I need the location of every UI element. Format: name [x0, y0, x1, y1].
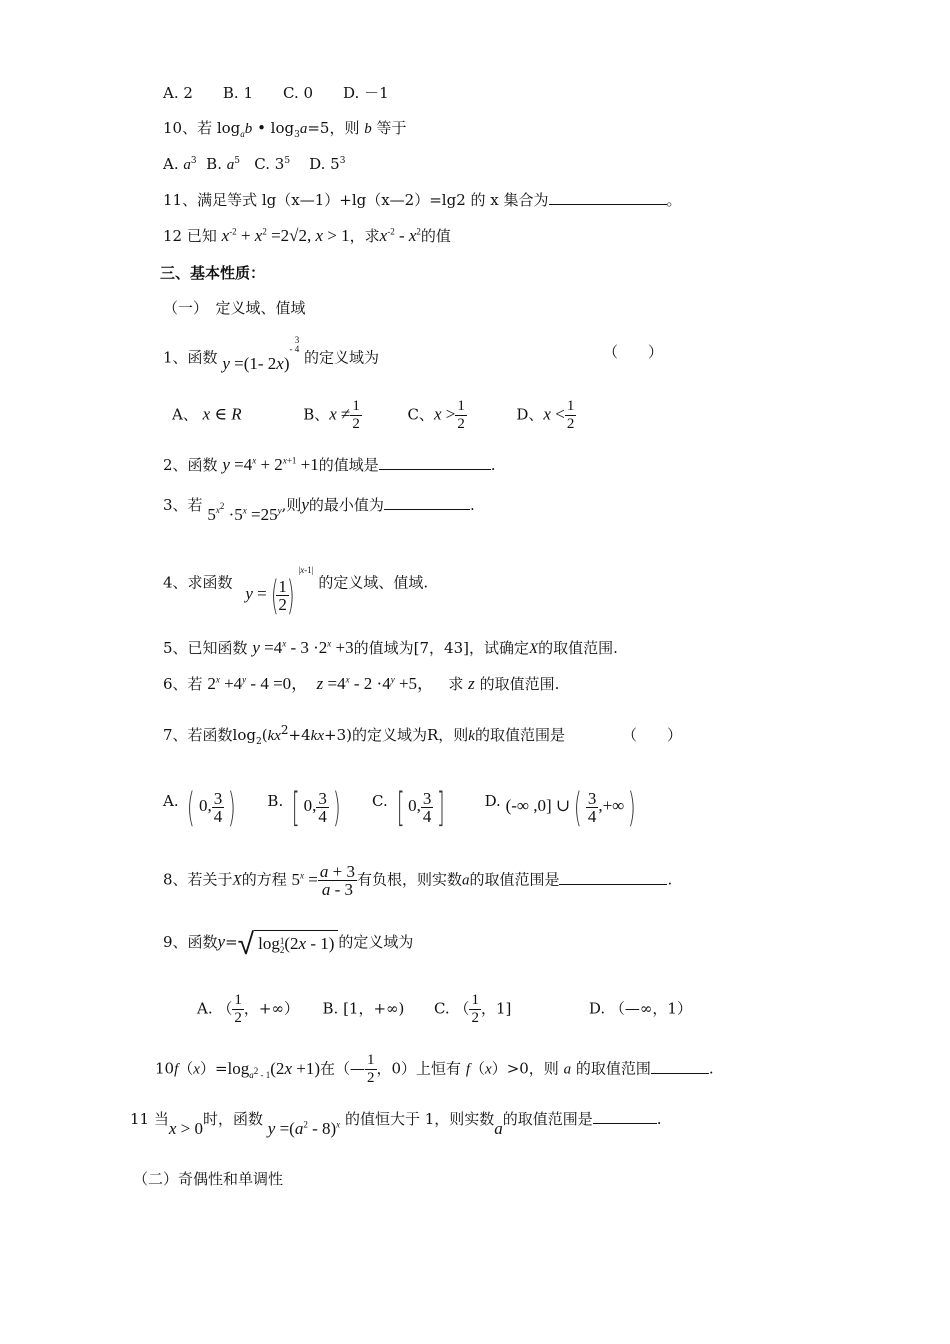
question-10: 10、若 $\log_ab$ • $\log_3a=5$，则 b 等于	[163, 119, 407, 140]
problem-11: 11 当x > 0时，函数 $y =(a^2 - 8)^x$ 的值恒大于 1，则实数a的取值范围是 .	[130, 1110, 662, 1138]
problem-6: 6、若 $2^x +4^y - 4 =0$， $z =4^x - 2 \cdot 4^y +5$， 求 z 的取值范围.	[163, 674, 560, 693]
problem-7: 7、若函数$\log_2(kx^2+4kx+3)$的定义域为R，则k的取值范围是	[163, 723, 565, 747]
question-10-options: A. $a^3$ B. $a^5$ C. $3^5$ D. $5^3$	[163, 155, 346, 173]
answer-paren: （ ）	[603, 343, 664, 361]
subsection-parity-monotonicity: （二）奇偶性和单调性	[133, 1170, 284, 1188]
problem-8: 8、若关于X的方程 $5^x$ = $\frac{a + 3}{a - 3}$ 有负根，则实数a的取值范围是 .	[163, 862, 673, 899]
question-12: 12 已知 $x^{-2} + x^2 =2√2$, x > 1，求$x^{-2} - x^2$的值	[163, 226, 451, 245]
problem-5: 5、已知函数 $y =4^x - 3 \cdot 2^x +3$的值域为[7，43]，试确定X的取值范围.	[163, 638, 618, 657]
problem-4: 4、求函数 y =( $\frac{1}{2}$ )$^{|x-1|}$ 的定义域、值域.	[163, 564, 429, 619]
problem-9: 9、函数y=√ $\log_{1 2}(2x - 1)$ 的定义域为	[163, 927, 414, 963]
problem-1-options: A、 x ∈ R B、x ≠ $\frac{1}{2}$ C、x > $\frac{1}{2}$ D、x < $\frac{1}{2}$	[172, 398, 575, 432]
answer-paren-7: （ ）	[622, 726, 683, 744]
subsection-domain-range: （一） 定义域、值域	[163, 299, 306, 317]
section-heading: 三、基本性质：	[160, 264, 266, 282]
q9-options: A. 2 B. 1 C. 0 D. －1	[163, 84, 389, 102]
problem-1: 1、函数 y =(1- 2x)$^{- 3 4}$ 的定义域为	[163, 335, 380, 373]
problem-10: $10f(x)=\log_{a^2 - 1}(2x +1)$在（— $\frac{1}{2}$ ，0）上恒有 f（x）>0，则 a 的取值范围 .	[155, 1052, 714, 1086]
problem-7-options: A. ( 0, $\frac{3}{4}$ ) B. [ 0, $\frac{3}{4}$ ) C. [ 0, $\frac{3}{4}$ ] D. (-∞ ,0] ∪( $\frac{3}{4}$ ,+∞)	[163, 784, 637, 831]
problem-9-options: A. （ $\frac{1}{2}$ ，+∞） B. [1，+∞) C. （ $\frac{1}{2}$ ，1] D. （—∞，1）	[197, 992, 692, 1026]
problem-3: 3、若 $5^{x^2} \cdot 5^x =25^y$,则y的最小值为 .	[163, 495, 475, 524]
problem-2: 2、函数 $y =4^x + 2^{x+1} +1$的值域是 .	[163, 455, 496, 474]
question-11: 11、满足等式 lg（x—1）+lg（x—2）=lg2 的 x 集合为 。	[163, 191, 682, 209]
